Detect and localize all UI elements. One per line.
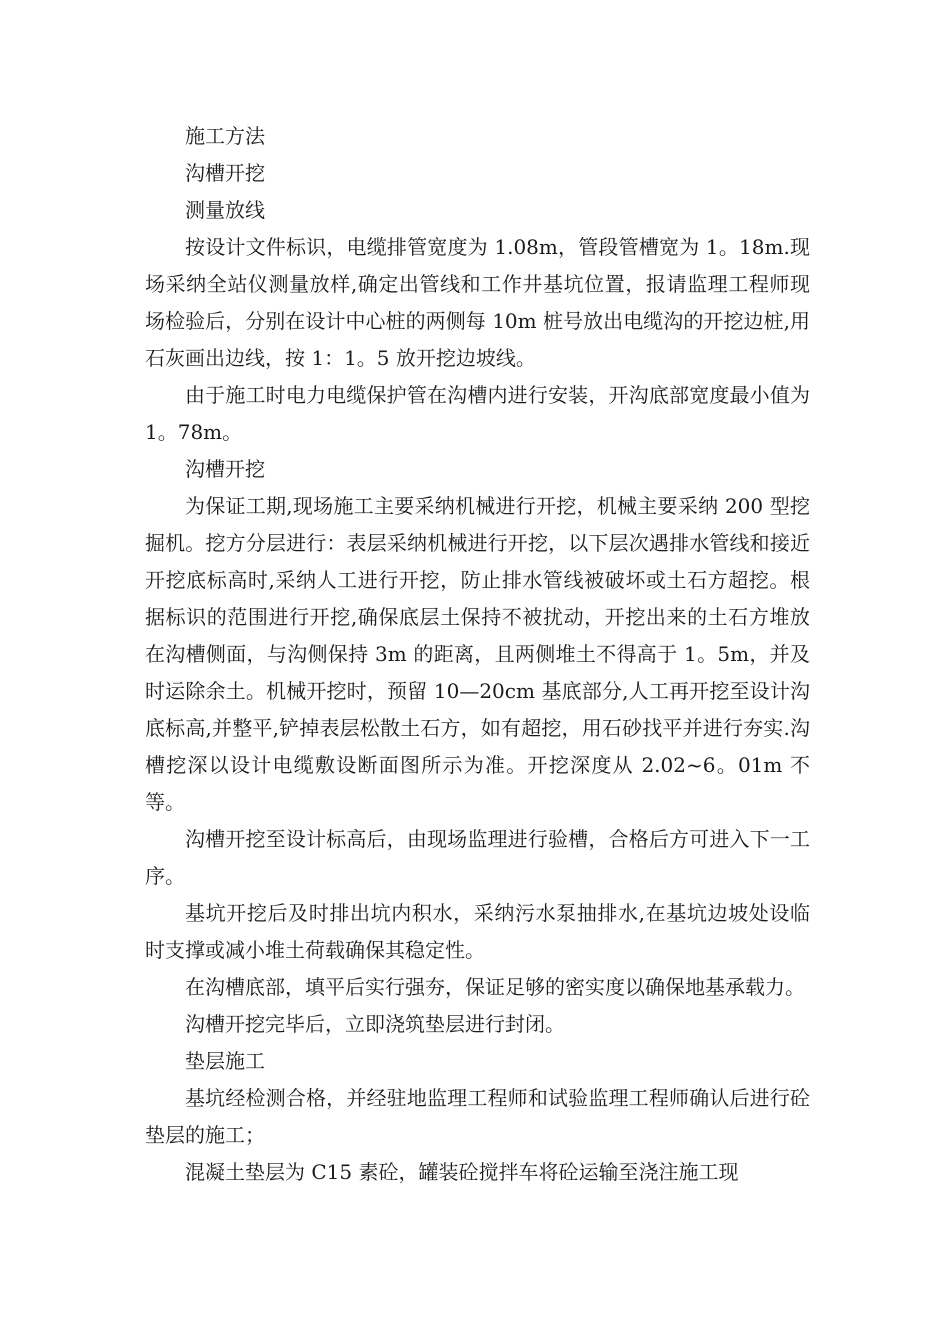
section-heading-trench-excavation-2: 沟槽开挖 <box>185 457 265 481</box>
section-heading-survey-layout: 测量放线 <box>185 198 265 222</box>
paragraph-trench-width: 由于施工时电力电缆保护管在沟槽内进行安装，开沟底部宽度最小值为 1。78m。 <box>145 383 810 444</box>
paragraph-excavation-method: 为保证工期,现场施工主要采纳机械进行开挖，机械主要采纳 200 型挖掘机。挖方分层进行：表层采纳机械进行开挖，以下层次遇排水管线和接近开挖底标高时,采纳人工进行开挖，防止排水管线被破坏或土石方超挖。根据标识的范围进行开挖,确保底层土保持不被扰动，开挖出来的土石方堆放在沟槽侧面，与沟侧保持 3m 的距离，且两侧堆土不得高于 1。5m，并及时运除余土。机械开挖时，预留 10—20cm 基底部分,人工再开挖至设计沟底标高,并整平,铲掉表层松散土石方，如有超挖，用石砂找平并进行夯实.沟槽挖深以设计电缆敷设断面图所示为准。开挖深度从 2.02~6。01m 不等。 <box>145 494 810 814</box>
document-page <box>145 118 810 1191</box>
paragraph-compaction: 在沟槽底部，填平后实行强夯，保证足够的密实度以确保地基承载力。 <box>185 975 805 999</box>
paragraph-cushion-sealing: 沟槽开挖完毕后，立即浇筑垫层进行封闭。 <box>185 1012 565 1036</box>
section-heading-trench-excavation: 沟槽开挖 <box>185 161 265 185</box>
paragraph-concrete-cushion: 混凝土垫层为 C15 素砼，罐装砼搅拌车将砼运输至浇注施工现 <box>185 1160 739 1184</box>
paragraph-survey-layout: 按设计文件标识，电缆排管宽度为 1.08m，管段管槽宽为 1。18m.现场采纳全站仪测量放样,确定出管线和工作井基坑位置，报请监理工程师现场检验后，分别在设计中心桩的两侧每 10m 桩号放出电缆沟的开挖边桩,用石灰画出边线，按 1：1。5 放开挖边坡线。 <box>145 235 810 370</box>
paragraph-trench-inspection: 沟槽开挖至设计标高后，由现场监理进行验槽，合格后方可进入下一工序。 <box>145 827 810 888</box>
section-heading-cushion-construction: 垫层施工 <box>185 1049 265 1073</box>
paragraph-drainage: 基坑开挖后及时排出坑内积水，采纳污水泵抽排水,在基坑边坡处设临时支撑或减小堆土荷载确保其稳定性。 <box>145 901 810 962</box>
section-heading-construction-method: 施工方法 <box>185 124 265 148</box>
paragraph-cushion-approval: 基坑经检测合格，并经驻地监理工程师和试验监理工程师确认后进行砼垫层的施工； <box>145 1086 810 1147</box>
